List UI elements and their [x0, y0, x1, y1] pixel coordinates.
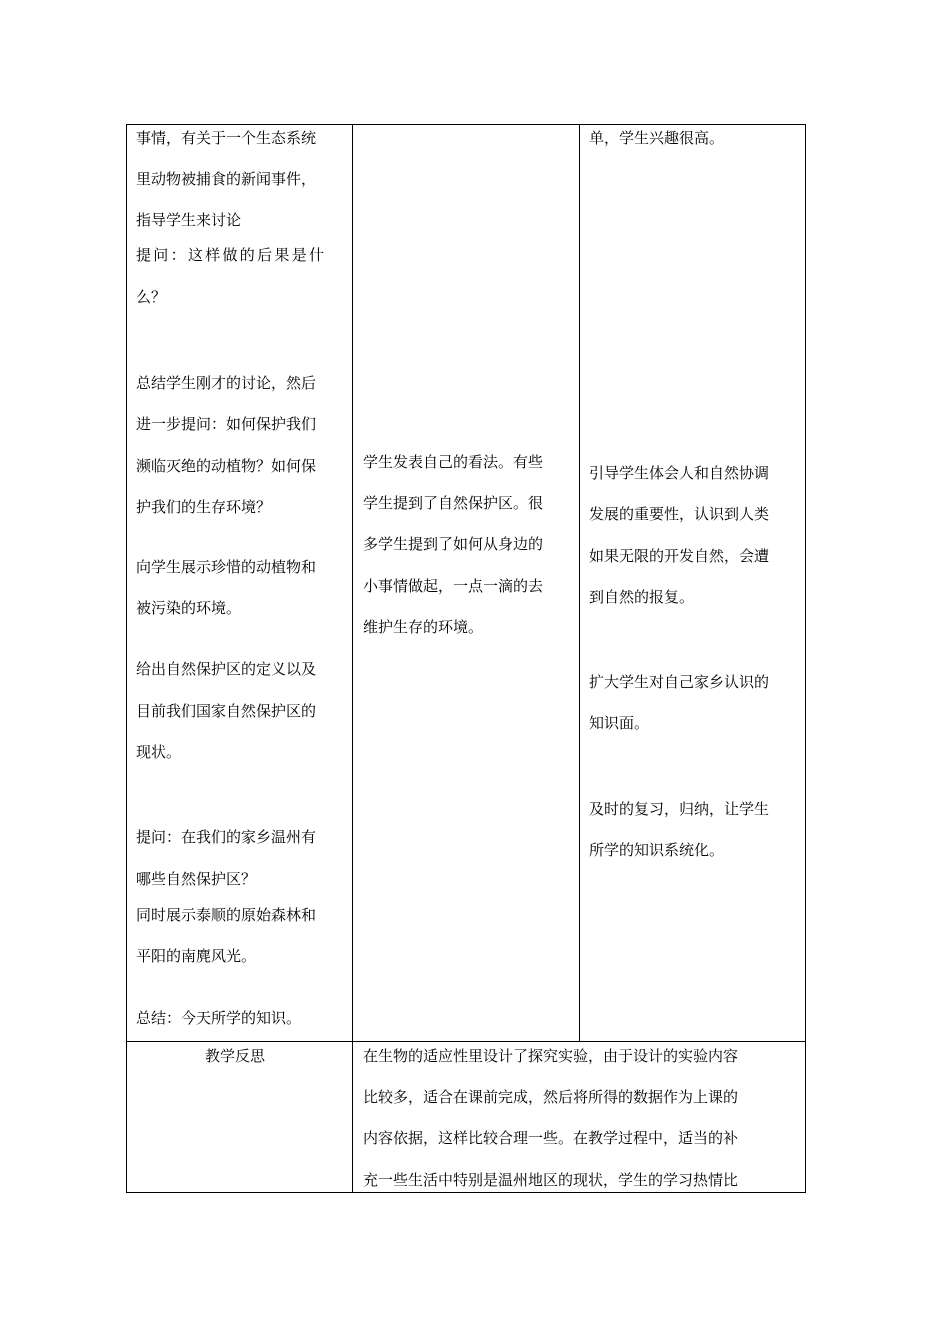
col1-line: 提问：这样做的后果是什: [136, 246, 327, 264]
col1-line: 事情，有关于一个生态系统: [136, 129, 317, 147]
reflection-line: 在生物的适应性里设计了探究实验，由于设计的实验内容: [363, 1047, 739, 1065]
col1-line: 护我们的生存环境？: [136, 498, 272, 516]
col1-line: 被污染的环境。: [136, 599, 242, 617]
col1-line: 进一步提问：如何保护我们: [136, 415, 317, 433]
col2-line: 小事情做起，一点一滴的去: [363, 577, 544, 595]
col1-line: 么？: [136, 288, 167, 306]
column-divider-2: [579, 124, 580, 1041]
col3-line: 知识面。: [589, 714, 650, 732]
row-divider: [126, 1041, 806, 1042]
reflection-line: 内容依据，这样比较合理一些。在教学过程中，适当的补: [363, 1129, 739, 1147]
col1-line: 目前我们国家自然保护区的: [136, 702, 317, 720]
col1-line: 给出自然保护区的定义以及: [136, 660, 317, 678]
col2-line: 维护生存的环境。: [363, 618, 484, 636]
col2-line: 学生提到了自然保护区。很: [363, 494, 544, 512]
col3-line: 引导学生体会人和自然协调: [589, 464, 770, 482]
col1-line: 总结学生刚才的讨论，然后: [136, 374, 317, 392]
col3-line: 扩大学生对自己家乡认识的: [589, 673, 770, 691]
reflection-label: 教学反思: [205, 1047, 266, 1065]
col1-line: 提问：在我们的家乡温州有: [136, 828, 317, 846]
col3-line: 发展的重要性，认识到人类: [589, 505, 770, 523]
col3-line: 及时的复习，归纳，让学生: [589, 800, 770, 818]
col1-line: 同时展示泰顺的原始森林和: [136, 906, 317, 924]
col1-line: 平阳的南麂风光。: [136, 947, 257, 965]
col2-line: 多学生提到了如何从身边的: [363, 535, 544, 553]
col1-line: 总结：今天所学的知识。: [136, 1009, 302, 1027]
col1-line: 哪些自然保护区？: [136, 870, 257, 888]
col3-line: 到自然的报复。: [589, 588, 695, 606]
col3-line: 单，学生兴趣很高。: [589, 129, 725, 147]
column-divider-1: [352, 124, 353, 1193]
col1-line: 里动物被捕食的新闻事件，: [136, 170, 317, 188]
col3-line: 所学的知识系统化。: [589, 841, 725, 859]
col2-line: 学生发表自己的看法。有些: [363, 453, 544, 471]
reflection-line: 充一些生活中特别是温州地区的现状，学生的学习热情比: [363, 1171, 739, 1189]
col1-line: 指导学生来讨论: [136, 211, 242, 229]
col1-line: 现状。: [136, 743, 182, 761]
col1-line: 濒临灭绝的动植物？如何保: [136, 457, 317, 475]
col1-line: 向学生展示珍惜的动植物和: [136, 558, 317, 576]
reflection-line: 比较多，适合在课前完成，然后将所得的数据作为上课的: [363, 1088, 739, 1106]
col3-line: 如果无限的开发自然，会遭: [589, 547, 770, 565]
